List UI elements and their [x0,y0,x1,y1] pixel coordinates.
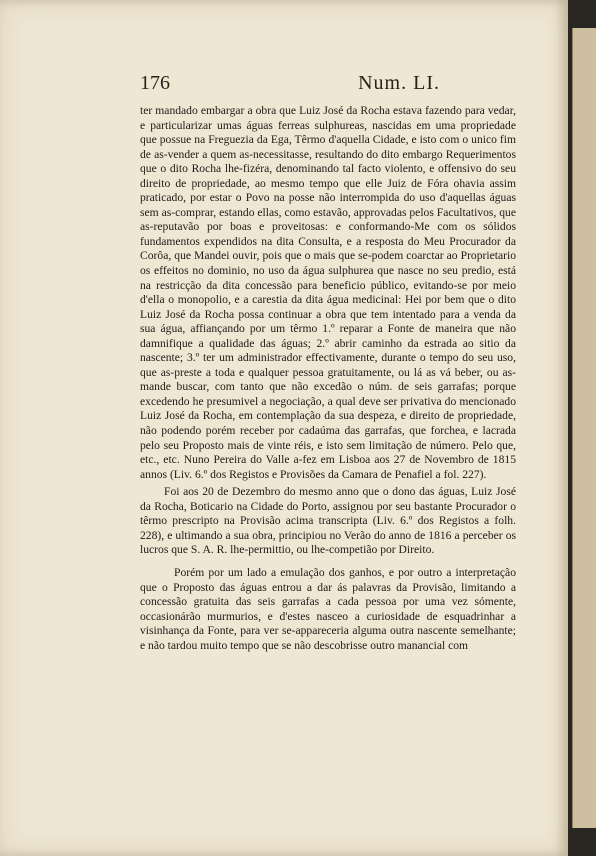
page-number: 176 [140,72,170,94]
paragraph-1: ter mandado embargar a obra que Luiz José da Rocha estava fazendo para vedar, e particularizar umas águas ferreas sulphureas, nascidas em uma propriedade que possue na Freguezia da Ega, Têrmo d'aquella Cidade, e isto com o unico fim de as-vender a quem as-necessitasse, resultando do dito embargo Requerimentos que o dito Rocha lhe-fizéra, denominando tal facto violento, e offensivo do seu direito de propriedade, ao mesmo tempo que elle Juiz de Fóra ohavia assim praticado, por estar o Povo na posse não interrompida do uso d'aquellas águas sem as-comprar, estando ellas, como estavão, approvadas pelos Facultativos, que as-reputavão por boas e proveitosas: e conformando-Me com os sólidos fundamentos expendidos na dita Consulta, e a resposta do Meu Procurador da Corôa, que Mandei ouvir, pois que o mais que se-podem coarctar ao Proprietario os effeitos no dominio, no uso da água sulphurea que nasce no seu predio, está na restricção da dita concessão para beneficio público, evitando-se por meio d'ella o monopolio, e a carestia da dita água medicinal: Hei por bem que o dito Luiz José da Rocha possa continuar a obra que tem intentado para a venda da sua água, affiançando por um têrmo 1.º reparar a Fonte de maneira que não damnifique a qualidade das águas; 2.º abrir caminho da estrada ao sitio da nascente; 3.º ter um administrador effectivamente, durante o tempo do seu uso, que as-preste a toda e qualquer pessoa gratuitamente, ou lá as vá beber, ou as-mande buscar, com tanto que não excedão o núm. de seis garrafas; porque excedendo he presumivel a negociação, a qual deve ser privativa do mencionado Luiz José da Rocha, em contemplação da sua despeza, e direito de propriedade, não podendo porém receber por cadaúma das garrafas, que forchea, e lacrada pelo seu Proposto mais de vinte réis, e isto sem limitação de número. Pelo que, etc., etc. Nuno Pereira do Valle a-fez em Lisboa aos 27 de Novembro de 1815 annos (Liv. 6.º dos Registos e Provisões da Camara de Penafiel a fol. 227). [140,104,516,481]
body-text [140,104,516,653]
page-header [140,72,440,100]
running-head: Num. LI. [358,72,440,94]
paragraph-2: Foi aos 20 de Dezembro do mesmo anno que o dono das águas, Luiz José da Rocha, Boticario na Cidade do Porto, assignou por seu bastante Procurador o têrmo prescripto na Provisão acima transcripta (Liv. 6.º dos Registos a folh. 228), e ultimando a sua obra, principiou no Verão do anno de 1816 a perceber os lucros que S. A. R. lhe-permittio, ou lhe-competião por Direito. [140,485,516,557]
paragraph-3: Porém por um lado a emulação dos ganhos, e por outro a interpretação que o Proposto das águas entrou a dar ás palavras da Provisão, limitando a concessão gratuita das seis garrafas a cada pessoa por uma vez sómente, occasionárão murmurios, e d'estes nasceo a curiosidade de esquadrinhar a visinhança da Fonte, para ver se-appareceria alguma outra nascente semelhante; e não tardou muito tempo que se não descobrisse outro manancial com [140,565,516,652]
adjacent-page-edge [572,28,596,828]
